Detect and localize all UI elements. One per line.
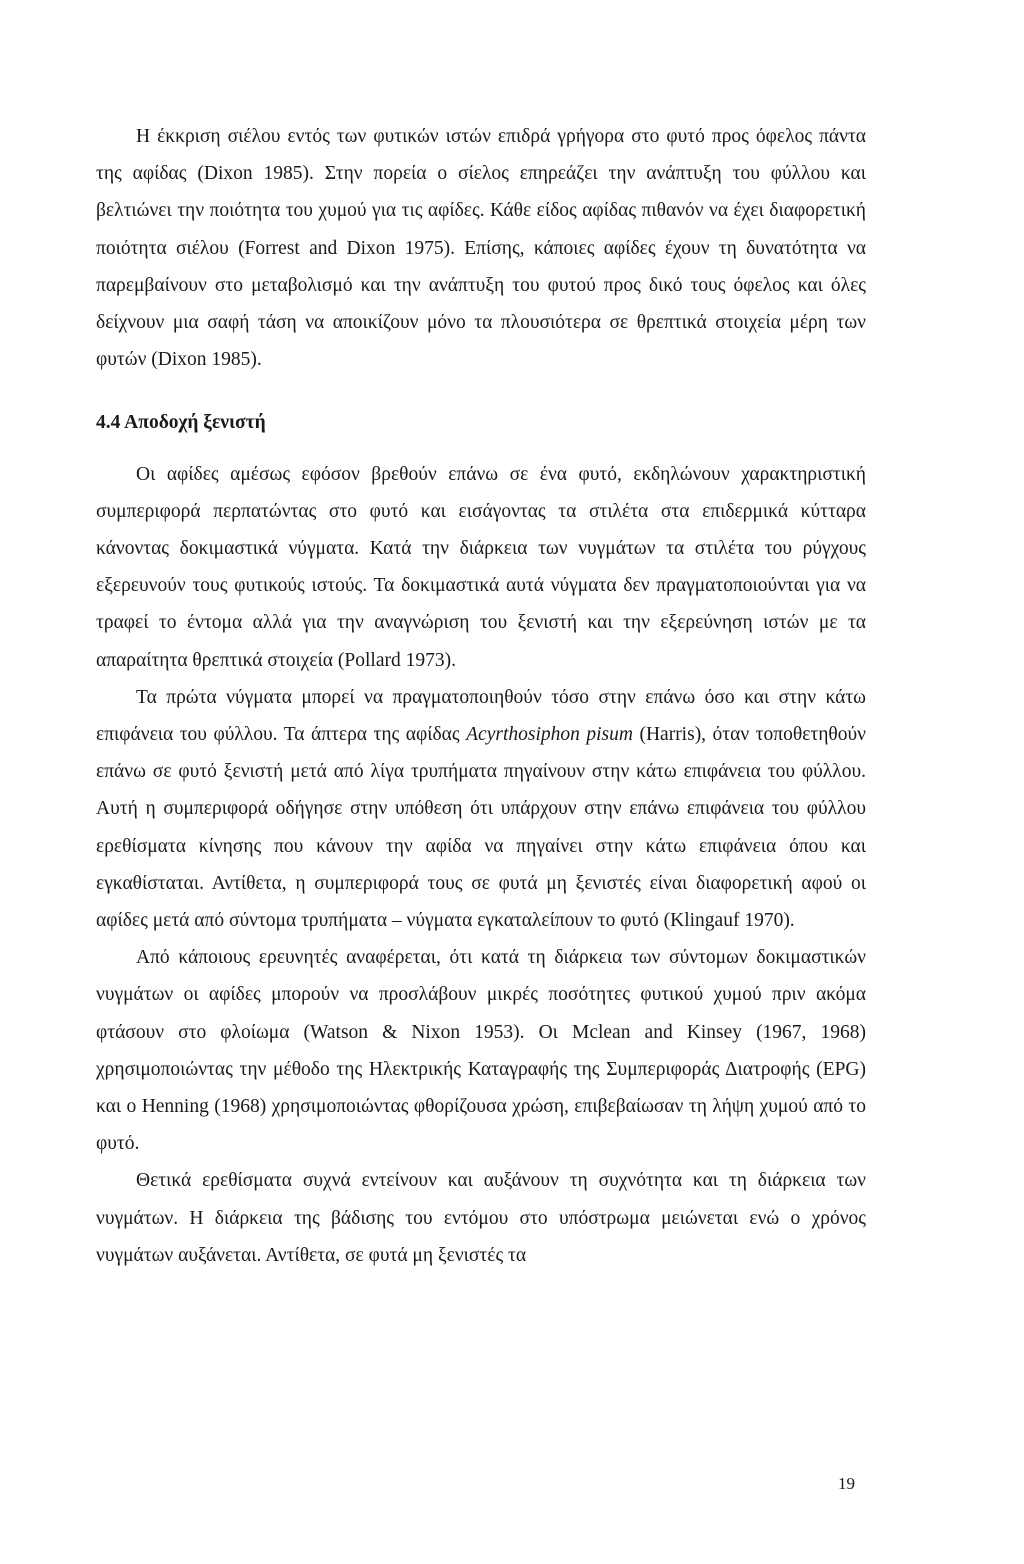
page-number: 19 <box>838 1474 855 1493</box>
paragraph-host-acceptance: Οι αφίδες αμέσως εφόσον βρεθούν επάνω σε ένα φυτό, εκδηλώνουν χαρακτηριστική συμπεριφορά περπατώντας στο φυτό και εισάγοντας τα στιλέτα στα επιδερμικά κύτταρα κάνοντας δοκιμαστικά νύγματα. Κατά την διάρκεια των νυγμάτων τα στιλέτα του ρύγχους εξερευνούν τους φυτικούς ιστούς. Τα δοκιμαστικά αυτά νύγματα δεν πραγματοποιούνται για να τραφεί το έντομα αλλά για την αναγνώριση του ξενιστή και την εξερεύνηση ιστών με τα απαραίτητα θρεπτικά στοιχεία (Pollard 1973). <box>96 463 866 671</box>
paragraph-first-probes-end: (Harris), όταν τοποθετηθούν επάνω σε φυτό ξενιστή μετά από λίγα τρυπήματα πηγαίνουν στην κάτω επιφάνεια του φύλλου. Αυτή η συμπεριφορά οδήγησε στην υπόθεση ότι υπάρχουν στην επάνω επιφάνεια του φύλλου ερεθίσματα κίνησης που κάνουν την αφίδα να πηγαίνει στην κάτω επιφάνεια όπου και εγκαθίσταται. Αντίθετα, η συμπεριφορά τους σε φυτά μη ξενιστές είναι διαφορετική αφού οι αφίδες μετά από σύντομα τρυπήματα – νύγματα εγκαταλείπουν το φυτό (Klingauf 1970). <box>96 724 866 932</box>
paragraph-saliva-secretion: Η έκκριση σιέλου εντός των φυτικών ιστών επιδρά γρήγορα στο φυτό προς όφελος πάντα της αφίδας (Dixon 1985). Στην πορεία ο σίελος επηρεάζει την ανάπτυξη του φύλλου και βελτιώνει την ποιότητα του χυμού για τις αφίδες. Κάθε είδος αφίδας πιθανόν να έχει διαφορετική ποιότητα σιέλου (Forrest and Dixon 1975). Επίσης, κάποιες αφίδες έχουν τη δυνατότητα να παρεμβαίνουν στο μεταβολισμό και την ανάπτυξη του φυτού προς δικό τους όφελος και όλες δείχνουν μια σαφή τάση να αποικίζουν μόνο τα πλουσιότερα σε θρεπτικά στοιχεία μέρη των φυτών (Dixon 1985). <box>96 126 866 371</box>
paragraph-sap-ingestion: Από κάποιους ερευνητές αναφέρεται, ότι κατά τη διάρκεια των σύντομων δοκιμαστικών νυγμάτων οι αφίδες μπορούν να προσλάβουν μικρές ποσότητες φυτικού χυμού πριν ακόμα φτάσουν στο φλοίωμα (Watson & Nixon 1953). Οι Mclean and Kinsey (1967, 1968) χρησιμοποιώντας την μέθοδο της Ηλεκτρικής Καταγραφής της Συμπεριφοράς Διατροφής (EPG) και ο Henning (1968) χρησιμοποιώντας φθορίζουσα χρώση, επιβεβαίωσαν τη λήψη χυμού από το φυτό. <box>96 947 866 1155</box>
section-gap <box>96 378 866 404</box>
body-text <box>96 118 866 1274</box>
heading-gap <box>96 442 866 456</box>
section-heading: 4.4 Αποδοχή ξενιστή <box>96 412 266 434</box>
paragraph-first-probes-start: Τα πρώτα νύγματα μπορεί να πραγματοποιηθούν τόσο στην επάνω όσο και στην κάτω επιφάνεια του φύλλου. Τα άπτερα της αφίδας <box>96 686 866 746</box>
paragraph-positive-stimuli: Θετικά ερεθίσματα συχνά εντείνουν και αυξάνουν τη συχνότητα και τη διάρκεια των νυγμάτων. Η διάρκεια της βάδισης του εντόμου στο υπόστρωμα μειώνεται ενώ ο χρόνος νυγμάτων αυξάνεται. Αντίθετα, σε φυτά μη ξενιστές τα <box>96 1170 866 1266</box>
paragraph-first-probes <box>96 679 866 939</box>
species-name: Acyrthosiphon pisum <box>466 724 633 746</box>
